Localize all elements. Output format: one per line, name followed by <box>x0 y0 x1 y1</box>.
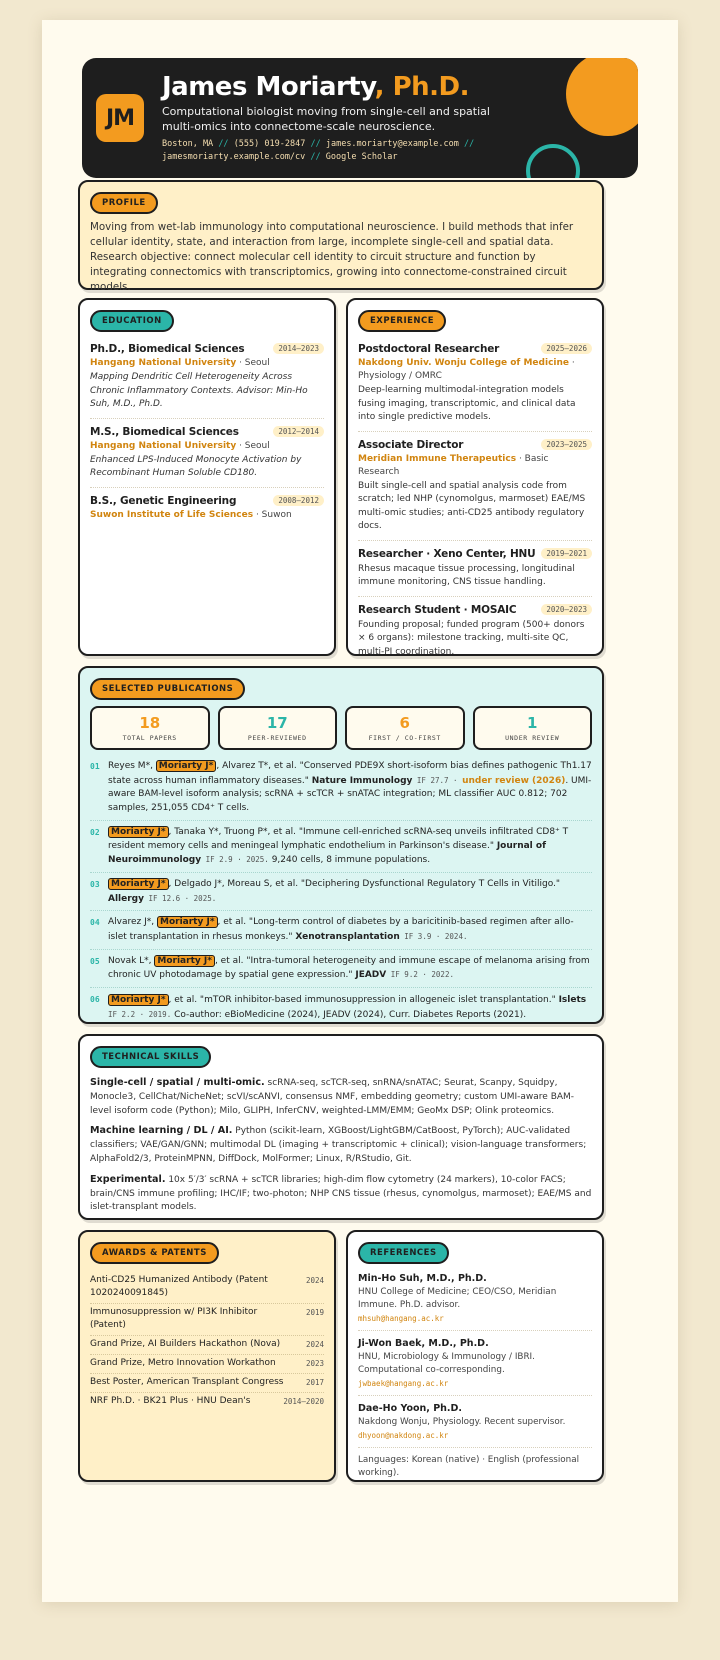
stat-label: FIRST / CO-FIRST <box>368 734 441 742</box>
skills-section <box>78 1034 604 1220</box>
stat-label: UNDER REVIEW <box>505 734 560 742</box>
highlighted-author: Moriarty J* <box>157 916 218 928</box>
stat-card <box>218 706 338 750</box>
highlighted-author: Moriarty J* <box>154 955 215 967</box>
award-item <box>90 1336 324 1355</box>
reference-email[interactable]: jwbaek@hangang.ac.kr <box>358 1379 449 1388</box>
organization-name: Meridian Immune Therapeutics <box>358 453 517 464</box>
website-link[interactable]: jamesmoriarty.example.com/cv <box>162 152 306 162</box>
monogram-badge: JM <box>96 94 144 142</box>
award-year: 2023 <box>305 1359 324 1368</box>
impact-factor: IF 2.2 · 2019. <box>108 1009 172 1019</box>
stat-value: 17 <box>266 714 288 732</box>
award-item <box>90 1393 324 1411</box>
reference-email[interactable]: dhyoon@nakdong.ac.kr <box>358 1431 449 1440</box>
stat-label: TOTAL PAPERS <box>122 734 177 742</box>
publication-number: 01 <box>90 762 100 771</box>
skill-group <box>90 1124 594 1166</box>
organization-place: · Seoul <box>236 440 270 451</box>
award-year: 2019 <box>305 1308 324 1317</box>
publication-note: 9,240 cells, 8 immune populations. <box>268 855 431 866</box>
reference-affiliation: HNU, Microbiology & Immunology / IBRI. Computational co-corresponding. <box>358 1352 535 1375</box>
publication-entry <box>90 916 592 949</box>
publication-title: , Alvarez T*, et al. "Conserved PDE9X short-isoform bias defines pathogenic Th1.17 state across human inflammatory diseases." <box>108 761 592 786</box>
highlighted-author: Moriarty J* <box>156 760 217 772</box>
entry-description: Founding proposal; funded program (500+ donors × 6 organs): milestone tracking, multi-site QC, multi-PI coordination. <box>358 619 585 657</box>
publication-number: 03 <box>90 879 100 889</box>
skill-details: scRNA-seq, scTCR-seq, snRNA/snATAC; Seurat, Scanpy, Squidpy, Monocle3, CellChat/NicheNet; scVI/scANVI, consensus NMF, embedding geometry; custom UMI-aware BAM-level isoform code (Python); Milo, GLIPH, InferCNV, weighted-LMM/EMM; GeoMx DSP; Olink proteomics. <box>90 1078 575 1116</box>
journal-name: Islets <box>558 995 587 1006</box>
education-section <box>78 298 336 656</box>
publication-entry <box>90 760 592 821</box>
award-item <box>90 1304 324 1336</box>
stat-label: PEER-REVIEWED <box>247 734 307 742</box>
publication-number: 06 <box>90 995 100 1005</box>
profile-text: Moving from wet-lab immunology into computational neuroscience. I build methods that infer cellular identity, state, and interaction from large, incomplete single-cell and spatial data. Research objective: connect molecular cell identity to circuit structure and function by integrating connectomics with transcriptomics, growing into connectome-constrained circuit models. <box>90 221 574 293</box>
resume-page <box>42 20 678 1602</box>
section-label: EDUCATION <box>90 310 174 332</box>
header-banner <box>82 58 638 178</box>
scholar-link[interactable]: Google Scholar <box>325 152 398 162</box>
award-item <box>90 1272 324 1304</box>
experience-entry <box>358 603 592 666</box>
publication-list <box>90 760 592 1032</box>
publication-number: 02 <box>90 827 100 837</box>
stat-card <box>345 706 465 750</box>
publication-stats <box>90 706 592 750</box>
reference-name: Ji-Won Baek, M.D., Ph.D. <box>358 1338 489 1349</box>
entry-title: Research Student · MOSAIC <box>358 603 517 616</box>
publication-number: 04 <box>90 918 100 928</box>
journal-name: Nature Immunology <box>311 775 413 786</box>
languages: Languages: Korean (native) · English (professional working). <box>358 1455 580 1478</box>
impact-factor: IF 3.9 · 2024. <box>399 932 468 942</box>
education-entry <box>90 425 324 488</box>
entry-dates: 2008–2012 <box>273 495 324 506</box>
entry-title: Postdoctoral Researcher <box>358 343 500 355</box>
publication-note: Co-author: eBioMedicine (2024), JEADV (2024), Curr. Diabetes Reports (2021). <box>171 1009 527 1020</box>
award-item <box>90 1355 324 1374</box>
experience-section <box>346 298 604 656</box>
publication-entry <box>90 826 592 873</box>
skill-group <box>90 1076 594 1118</box>
entry-dates: 2014–2023 <box>273 343 324 354</box>
education-entry <box>90 342 324 419</box>
journal-name: Xenotransplantation <box>295 932 400 943</box>
entry-title: Ph.D., Biomedical Sciences <box>90 343 245 355</box>
impact-factor: IF 27.7 · <box>412 775 463 785</box>
journal-name: JEADV <box>355 970 387 981</box>
skills-list <box>90 1076 594 1221</box>
decorative-circle <box>566 58 638 136</box>
entry-organization <box>90 509 324 522</box>
section-label: PROFILE <box>90 192 158 214</box>
authors-before: Alvarez J*, <box>108 917 157 928</box>
experience-entry <box>358 342 592 432</box>
award-year: 2024 <box>305 1340 324 1349</box>
skill-category: Machine learning / DL / AI. <box>90 1125 233 1137</box>
publication-number: 05 <box>90 956 100 966</box>
highlighted-author: Moriarty J* <box>108 878 169 890</box>
journal-name: Allergy <box>108 893 144 904</box>
section-label: REFERENCES <box>358 1242 449 1264</box>
section-label: EXPERIENCE <box>358 310 446 332</box>
award-year: 2017 <box>305 1378 324 1387</box>
publications-section <box>78 666 604 1024</box>
highlighted-author: Moriarty J* <box>108 826 169 838</box>
organization-place: · Physiology / OMRC <box>358 358 575 381</box>
entry-organization <box>90 440 324 453</box>
impact-factor: IF 9.2 · 2022. <box>386 970 454 980</box>
organization-place: · Basic Research <box>358 453 549 477</box>
award-name: NRF Ph.D. · BK21 Plus · HNU Dean's <box>90 1396 251 1406</box>
publication-entry <box>90 878 592 911</box>
degree-text: , Ph.D. <box>374 72 470 102</box>
entry-title: M.S., Biomedical Sciences <box>90 425 239 438</box>
references-list <box>358 1272 592 1480</box>
entry-title: B.S., Genetic Engineering <box>90 494 237 507</box>
experience-entry <box>358 438 592 541</box>
impact-factor: IF 12.6 · 2025. <box>144 893 217 903</box>
entry-organization <box>358 453 592 479</box>
authors-before: Reyes M*, <box>108 761 156 771</box>
award-name: Grand Prize, AI Builders Hackathon (Nova) <box>90 1339 281 1349</box>
entry-dates: 2023–2025 <box>541 439 592 450</box>
experience-list <box>358 342 592 671</box>
candidate-name <box>162 72 469 102</box>
entry-organization <box>358 357 592 383</box>
skill-category: Single-cell / spatial / multi-omic. <box>90 1077 265 1088</box>
awards-list <box>90 1272 324 1411</box>
entry-dates: 2019–2021 <box>541 548 592 559</box>
stat-card <box>473 706 593 750</box>
location: Boston, MA <box>162 139 214 149</box>
stat-card <box>90 706 210 750</box>
entry-dates: 2025–2026 <box>541 343 592 354</box>
publication-entry <box>90 993 592 1026</box>
entry-description: Deep-learning multimodal-integration models fusing imaging, transcriptomic, and clinical data into single predictive models. <box>358 385 576 422</box>
organization-place: · Seoul <box>236 358 270 368</box>
entry-description: Rhesus macaque tissue processing, longitudinal immune monitoring, CNS tissue handling. <box>358 563 575 587</box>
entry-title: Associate Director <box>358 438 464 451</box>
publication-title: , et al. "Intra-tumoral heterogeneity and immune escape of melanoma arising from chronic UV photodamage by spatial gene expression." <box>108 955 590 981</box>
skill-category: Experimental. <box>90 1173 166 1185</box>
reference-affiliation: HNU College of Medicine; CEO/CSO, Meridian Immune. Ph.D. advisor. <box>358 1287 557 1310</box>
organization-name: Hangang National University <box>90 358 237 368</box>
reference-entry <box>358 1337 592 1396</box>
education-entry <box>90 494 324 528</box>
awards-section <box>78 1230 336 1482</box>
award-name: Immunosuppression w/ PI3K Inhibitor (Patent) <box>90 1307 258 1330</box>
review-status: under review (2026) <box>462 775 566 786</box>
organization-name: Nakdong Univ. Wonju College of Medicine <box>358 358 569 368</box>
skill-details: Python (scikit-learn, XGBoost/LightGBM/CatBoost, PyTorch); AUC-validated classifiers; VAE/GAN/GNN; multimodal DL (imaging + transcriptomic + clinical); vision-language transformers; AlphaFold2/3, ProteinMPNN, DiffDock, MolFormer; Linux, R/RStudio, Git. <box>90 1126 587 1164</box>
section-label: SELECTED PUBLICATIONS <box>90 678 245 700</box>
experience-entry <box>358 547 592 597</box>
award-year: 2014–2020 <box>283 1397 324 1406</box>
reference-entry <box>358 1402 592 1448</box>
authors-before: Novak L*, <box>108 955 155 966</box>
skill-details: 10x 5′/3′ scRNA + scTCR libraries; high-dim flow cytometry (24 markers), 10-color FACS; brain/CNS immune profiling; IHC/IF; two-photon; NHP CNS tissue (rhesus, cynomolgus, marmoset); EAE/MS and islet-transplant models. <box>90 1174 592 1213</box>
publication-title: , et al. "Long-term control of diabetes by a baricitinib-based regimen after allo-islet transplantation in rhesus monkeys." <box>108 917 574 943</box>
publication-entry <box>90 955 592 988</box>
journal-name: Journal of Neuroimmunology <box>108 840 547 866</box>
reference-entry <box>358 1272 592 1331</box>
section-label: AWARDS & PATENTS <box>90 1242 219 1264</box>
decorative-ring <box>526 144 580 178</box>
award-year: 2024 <box>305 1276 324 1285</box>
award-name: Best Poster, American Transplant Congress <box>90 1377 284 1387</box>
entry-description: Enhanced LPS-Induced Monocyte Activation by Recombinant Human Soluble CD180. <box>90 454 302 478</box>
entry-dates: 2020–2023 <box>541 604 592 615</box>
references-section <box>346 1230 604 1482</box>
entry-title: Researcher · Xeno Center, HNU <box>358 547 536 560</box>
education-list <box>90 342 324 534</box>
profile-section <box>78 180 604 293</box>
publication-title: , Tanaka Y*, Truong P*, et al. "Immune cell-enriched scRNA-seq unveils infiltrated CD8⁺ T resident memory cells and meningeal lymphatic endothelium in Parkinson's disease." <box>108 826 569 851</box>
reference-email[interactable]: mhsuh@hangang.ac.kr <box>358 1314 444 1323</box>
organization-place: · Suwon <box>253 509 292 520</box>
award-name: Anti-CD25 Humanized Antibody (Patent 1020240091845) <box>90 1275 268 1298</box>
entry-description: Mapping Dendritic Cell Heterogeneity Across Chronic Inflammatory Contexts. Advisor: Min-Ho Suh, M.D., Ph.D. <box>90 372 308 409</box>
reference-name: Dae-Ho Yoon, Ph.D. <box>358 1403 463 1414</box>
stat-value: 18 <box>139 714 161 732</box>
stat-value: 1 <box>527 714 538 732</box>
highlighted-author: Moriarty J* <box>108 994 169 1006</box>
entry-dates: 2012–2014 <box>273 426 324 437</box>
phone: (555) 019-2847 <box>233 139 306 149</box>
tagline: Computational biologist moving from single-cell and spatial multi-omics into connectome-scale neuroscience. <box>162 105 490 133</box>
email-link[interactable]: james.moriarty@example.com <box>325 139 459 149</box>
publication-note: . UMI-aware BAM-level isoform analysis; scRNA + scTCR + snATAC integration; ML classifier AUC 0.812; 702 samples, 251,055 CD4⁺ T cells. <box>108 775 592 814</box>
section-label: TECHNICAL SKILLS <box>90 1046 211 1068</box>
reference-name: Min-Ho Suh, M.D., Ph.D. <box>358 1273 487 1284</box>
reference-affiliation: Nakdong Wonju, Physiology. Recent supervisor. <box>358 1417 566 1427</box>
impact-factor: IF 2.9 · 2025. <box>201 855 269 865</box>
publication-title: , Delgado J*, Moreau S, et al. "Deciphering Dysfunctional Regulatory T Cells in Vitiligo." <box>168 878 561 889</box>
award-name: Grand Prize, Metro Innovation Workathon <box>90 1358 276 1368</box>
contact-info: Boston, MA // (555) 019-2847 // james.moriarty@example.com // jamesmoriarty.example.com/cv // Google Scholar <box>162 139 475 162</box>
publication-title: , et al. "mTOR inhibitor-based immunosuppression in allogeneic islet transplantation." <box>168 995 559 1006</box>
entry-description: Built single-cell and spatial analysis code from scratch; led NHP (cynomolgus, marmoset) EAE/MS multi-omic studies; anti-CD25 antibody regulatory docs. <box>358 480 586 531</box>
skill-group <box>90 1173 594 1215</box>
stat-value: 6 <box>399 714 410 732</box>
organization-name: Hangang National University <box>90 440 237 451</box>
organization-name: Suwon Institute of Life Sciences <box>90 509 254 520</box>
award-item <box>90 1374 324 1393</box>
entry-organization <box>90 357 324 370</box>
name-text: James Moriarty <box>162 72 375 102</box>
